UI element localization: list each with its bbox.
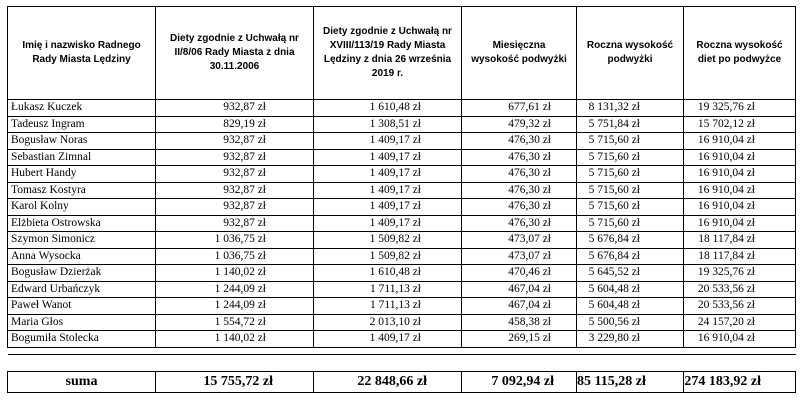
table-row [8, 248, 796, 265]
cell-old-allowance: 1 140,02 zł [156, 331, 314, 348]
cell-annual-total: 20 533,56 zł [684, 298, 796, 315]
table-row [8, 232, 796, 249]
cell-new-allowance: 1 409,17 zł [314, 149, 462, 166]
header-monthly-raise: Miesięczna wysokość podwyżki [462, 7, 577, 100]
cell-old-allowance: 1 036,75 zł [156, 248, 314, 265]
sum-row [8, 372, 796, 393]
cell-new-allowance: 1 409,17 zł [314, 199, 462, 216]
cell-annual-total: 16 910,04 zł [684, 199, 796, 216]
cell-name: Bogusław Noras [8, 133, 156, 150]
cell-monthly-raise: 476,30 zł [462, 166, 577, 183]
spacer-cell [684, 347, 796, 354]
sum-label: suma [8, 372, 156, 393]
cell-old-allowance: 932,87 zł [156, 215, 314, 232]
cell-monthly-raise: 476,30 zł [462, 149, 577, 166]
table-row [8, 199, 796, 216]
table-body [8, 100, 796, 355]
cell-old-allowance: 932,87 zł [156, 182, 314, 199]
cell-annual-raise: 5 645,52 zł [577, 265, 684, 282]
cell-monthly-raise: 479,32 zł [462, 116, 577, 133]
table-row [8, 331, 796, 348]
header-annual-raise: Roczna wysokość podwyżki [577, 7, 684, 100]
cell-annual-total: 18 117,84 zł [684, 248, 796, 265]
table-row [8, 215, 796, 232]
table-row [8, 182, 796, 199]
cell-name: Paweł Wanot [8, 298, 156, 315]
cell-new-allowance: 1 409,17 zł [314, 331, 462, 348]
header-annual-total: Roczna wysokość diet po podwyżce [684, 7, 796, 100]
cell-monthly-raise: 467,04 zł [462, 281, 577, 298]
cell-old-allowance: 932,87 zł [156, 199, 314, 216]
cell-name: Karol Kolny [8, 199, 156, 216]
cell-monthly-raise: 269,15 zł [462, 331, 577, 348]
cell-monthly-raise: 473,07 zł [462, 232, 577, 249]
cell-annual-raise: 3 229,80 zł [577, 331, 684, 348]
sum-monthly-raise: 7 092,94 zł [462, 372, 577, 393]
cell-monthly-raise: 458,38 zł [462, 314, 577, 331]
cell-annual-raise: 5 715,60 zł [577, 166, 684, 183]
cell-annual-raise: 5 676,84 zł [577, 248, 684, 265]
header-name: Imię i nazwisko Radnego Rady Miasta Lędziny [8, 7, 156, 100]
cell-annual-total: 19 325,76 zł [684, 100, 796, 117]
cell-name: Hubert Handy [8, 166, 156, 183]
cell-new-allowance: 1 711,13 zł [314, 298, 462, 315]
cell-new-allowance: 1 409,17 zł [314, 215, 462, 232]
cell-old-allowance: 932,87 zł [156, 166, 314, 183]
spacer-cell [462, 347, 577, 354]
cell-new-allowance: 1 509,82 zł [314, 248, 462, 265]
cell-new-allowance: 1 509,82 zł [314, 232, 462, 249]
cell-new-allowance: 1 308,51 zł [314, 116, 462, 133]
cell-annual-raise: 5 715,60 zł [577, 182, 684, 199]
cell-annual-raise: 5 715,60 zł [577, 215, 684, 232]
cell-monthly-raise: 677,61 zł [462, 100, 577, 117]
cell-old-allowance: 1 140,02 zł [156, 265, 314, 282]
cell-old-allowance: 1 036,75 zł [156, 232, 314, 249]
cell-monthly-raise: 476,30 zł [462, 182, 577, 199]
cell-annual-raise: 5 604,48 zł [577, 298, 684, 315]
cell-name: Bogumiła Stolecka [8, 331, 156, 348]
table-row [8, 281, 796, 298]
cell-annual-total: 16 910,04 zł [684, 182, 796, 199]
cell-annual-raise: 5 676,84 zł [577, 232, 684, 249]
cell-annual-raise: 5 715,60 zł [577, 149, 684, 166]
cell-monthly-raise: 470,46 zł [462, 265, 577, 282]
cell-new-allowance: 1 711,13 zł [314, 281, 462, 298]
cell-annual-total: 18 117,84 zł [684, 232, 796, 249]
table-row [8, 116, 796, 133]
sum-new-allowance: 22 848,66 zł [314, 372, 462, 393]
cell-name: Bogusław Dzierżak [8, 265, 156, 282]
cell-annual-total: 19 325,76 zł [684, 265, 796, 282]
cell-annual-raise: 8 131,32 zł [577, 100, 684, 117]
spacer-cell [8, 347, 156, 354]
cell-name: Sebastian Zimnal [8, 149, 156, 166]
spacer-cell [577, 347, 684, 354]
cell-old-allowance: 1 244,09 zł [156, 281, 314, 298]
cell-annual-raise: 5 715,60 zł [577, 199, 684, 216]
cell-monthly-raise: 476,30 zł [462, 133, 577, 150]
cell-annual-total: 16 910,04 zł [684, 149, 796, 166]
cell-annual-total: 20 533,56 zł [684, 281, 796, 298]
spacer-row [8, 347, 796, 354]
sum-annual-total: 274 183,92 zł [684, 372, 796, 393]
council-allowances-table [7, 6, 796, 355]
table-row [8, 298, 796, 315]
spacer-cell [156, 347, 314, 354]
cell-old-allowance: 932,87 zł [156, 149, 314, 166]
sum-annual-raise: 85 115,28 zł [577, 372, 684, 393]
sum-old-allowance: 15 755,72 zł [156, 372, 314, 393]
cell-old-allowance: 829,19 zł [156, 116, 314, 133]
table-row [8, 265, 796, 282]
cell-annual-total: 16 910,04 zł [684, 133, 796, 150]
cell-annual-raise: 5 751,84 zł [577, 116, 684, 133]
cell-monthly-raise: 476,30 zł [462, 199, 577, 216]
cell-annual-raise: 5 604,48 zł [577, 281, 684, 298]
spacer-cell [314, 347, 462, 354]
cell-name: Łukasz Kuczek [8, 100, 156, 117]
cell-new-allowance: 1 409,17 zł [314, 166, 462, 183]
cell-new-allowance: 1 610,48 zł [314, 265, 462, 282]
cell-annual-raise: 5 500,56 zł [577, 314, 684, 331]
cell-monthly-raise: 476,30 zł [462, 215, 577, 232]
table-row [8, 133, 796, 150]
sum-table [7, 371, 796, 393]
cell-new-allowance: 1 409,17 zł [314, 182, 462, 199]
cell-name: Szymon Simonicz [8, 232, 156, 249]
cell-name: Tomasz Kostyra [8, 182, 156, 199]
cell-annual-total: 16 910,04 zł [684, 166, 796, 183]
cell-name: Edward Urbańczyk [8, 281, 156, 298]
table-row [8, 100, 796, 117]
header-row [8, 7, 796, 100]
cell-old-allowance: 1 244,09 zł [156, 298, 314, 315]
cell-name: Anna Wysocka [8, 248, 156, 265]
cell-new-allowance: 1 409,17 zł [314, 133, 462, 150]
cell-monthly-raise: 473,07 zł [462, 248, 577, 265]
cell-old-allowance: 932,87 zł [156, 133, 314, 150]
cell-old-allowance: 1 554,72 zł [156, 314, 314, 331]
header-new-allowance: Diety zgodnie z Uchwałą nr XVIII/113/19 Rady Miasta Lędziny z dnia 26 września 2019 r. [314, 7, 462, 100]
table-row [8, 314, 796, 331]
cell-annual-total: 16 910,04 zł [684, 215, 796, 232]
table-row [8, 166, 796, 183]
cell-name: Maria Głos [8, 314, 156, 331]
cell-new-allowance: 1 610,48 zł [314, 100, 462, 117]
header-old-allowance: Diety zgodnie z Uchwałą nr II/8/06 Rady Miasta z dnia 30.11.2006 [156, 7, 314, 100]
cell-name: Elżbieta Ostrowska [8, 215, 156, 232]
cell-annual-raise: 5 715,60 zł [577, 133, 684, 150]
cell-old-allowance: 932,87 zł [156, 100, 314, 117]
cell-new-allowance: 2 013,10 zł [314, 314, 462, 331]
cell-monthly-raise: 467,04 zł [462, 298, 577, 315]
cell-name: Tadeusz Ingram [8, 116, 156, 133]
table-row [8, 149, 796, 166]
cell-annual-total: 16 910,04 zł [684, 331, 796, 348]
cell-annual-total: 15 702,12 zł [684, 116, 796, 133]
cell-annual-total: 24 157,20 zł [684, 314, 796, 331]
